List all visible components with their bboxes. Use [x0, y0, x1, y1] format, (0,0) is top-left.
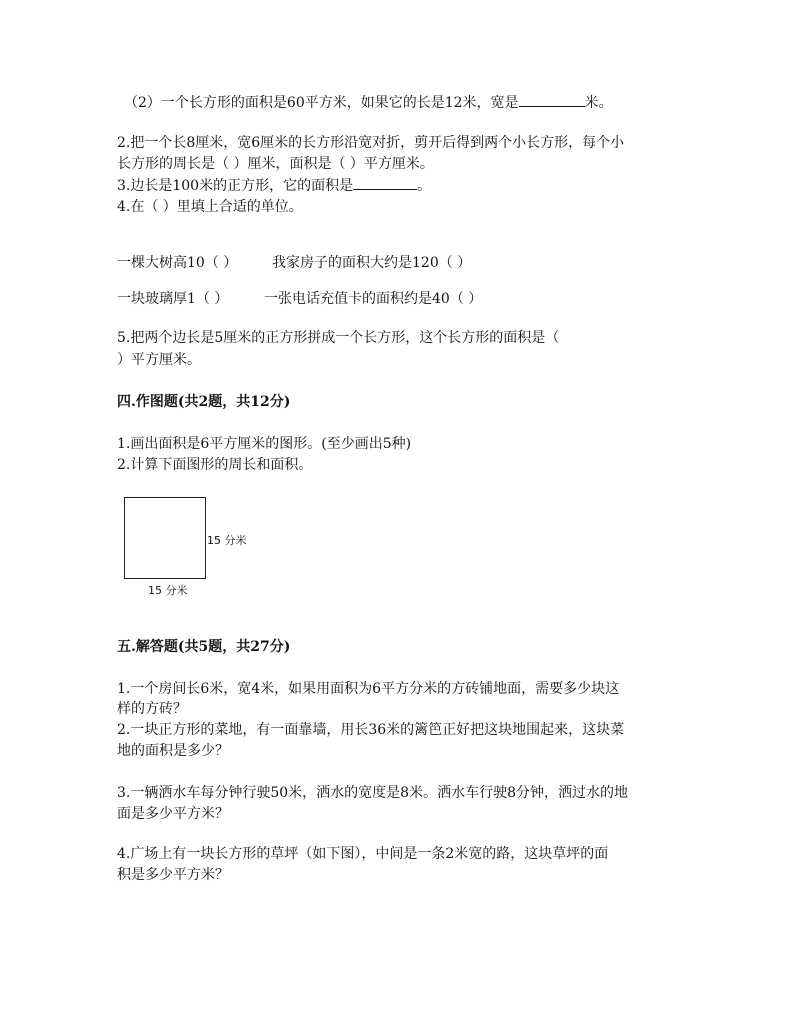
section-5-question-4-line-1: 4.广场上有一块长方形的草坪（如下图），中间是一条2米宽的路，这块草坪的面: [117, 846, 609, 862]
section-4-title: 四.作图题(共2题，共12分): [117, 394, 291, 410]
unit-item-card-area: 一张电话充值卡的面积约是40（ ）: [264, 291, 483, 307]
fill-in-question-2-line-2: 长方形的周长是（ ）厘米，面积是（ ）平方厘米。: [117, 156, 434, 172]
question-text-suffix: 米。: [584, 95, 613, 111]
unit-item-tree-height: 一棵大树高10（ ）: [117, 255, 238, 271]
square-figure: [124, 497, 206, 579]
unit-item-house-area: 我家房子的面积大约是120（ ）: [272, 255, 472, 271]
section-5-question-1-line-1: 1.一个房间长6米，宽4米，如果用面积为6平方分米的方砖铺地面，需要多少块这: [117, 681, 620, 697]
question-text: （2）一个长方形的面积是60平方米，如果它的长是12米，宽是: [124, 95, 519, 111]
question-text-suffix: 。: [417, 178, 432, 194]
unit-item-glass-thickness: 一块玻璃厚1（ ）: [117, 291, 229, 307]
fill-in-question-5-line-2: ）平方厘米。: [117, 352, 201, 368]
section-5-question-4-line-2: 积是多少平方米？: [117, 867, 229, 883]
section-5-question-3-line-2: 面是多少平方米？: [117, 806, 229, 822]
fill-in-question-2-line-1: 2.把一个长8厘米，宽6厘米的长方形沿宽对折，剪开后得到两个小长方形，每个小: [117, 135, 625, 151]
fill-in-question-3: [117, 175, 431, 196]
fill-in-question-1-2: [124, 92, 613, 113]
fill-in-question-5-line-1: 5.把两个边长是5厘米的正方形拼成一个长方形，这个长方形的面积是（: [117, 330, 560, 346]
section-4-question-2: 2.计算下面图形的周长和面积。: [117, 457, 313, 473]
square-bottom-label: 15 分米: [148, 584, 188, 597]
section-5-question-3-line-1: 3.一辆洒水车每分钟行驶50米，洒水的宽度是8米。洒水车行驶8分钟，洒过水的地: [117, 785, 628, 801]
square-side-label: 15 分米: [207, 534, 247, 547]
section-5-question-2-line-2: 地的面积是多少？: [117, 743, 229, 759]
section-5-title: 五.解答题(共5题，共27分): [117, 639, 291, 655]
fill-in-question-4: 4.在（ ）里填上合适的单位。: [117, 199, 303, 215]
section-5-question-1-line-2: 样的方砖？: [117, 701, 187, 717]
question-text: 3.边长是100米的正方形，它的面积是: [117, 178, 354, 194]
section-5-question-2-line-1: 2.一块正方形的菜地，有一面靠墙，用长36米的篱笆正好把这块地围起来，这块菜: [117, 722, 625, 738]
answer-blank[interactable]: [353, 175, 417, 190]
answer-blank[interactable]: [519, 92, 585, 107]
section-4-question-1: 1.画出面积是6平方厘米的图形。(至少画出5种): [117, 436, 412, 452]
